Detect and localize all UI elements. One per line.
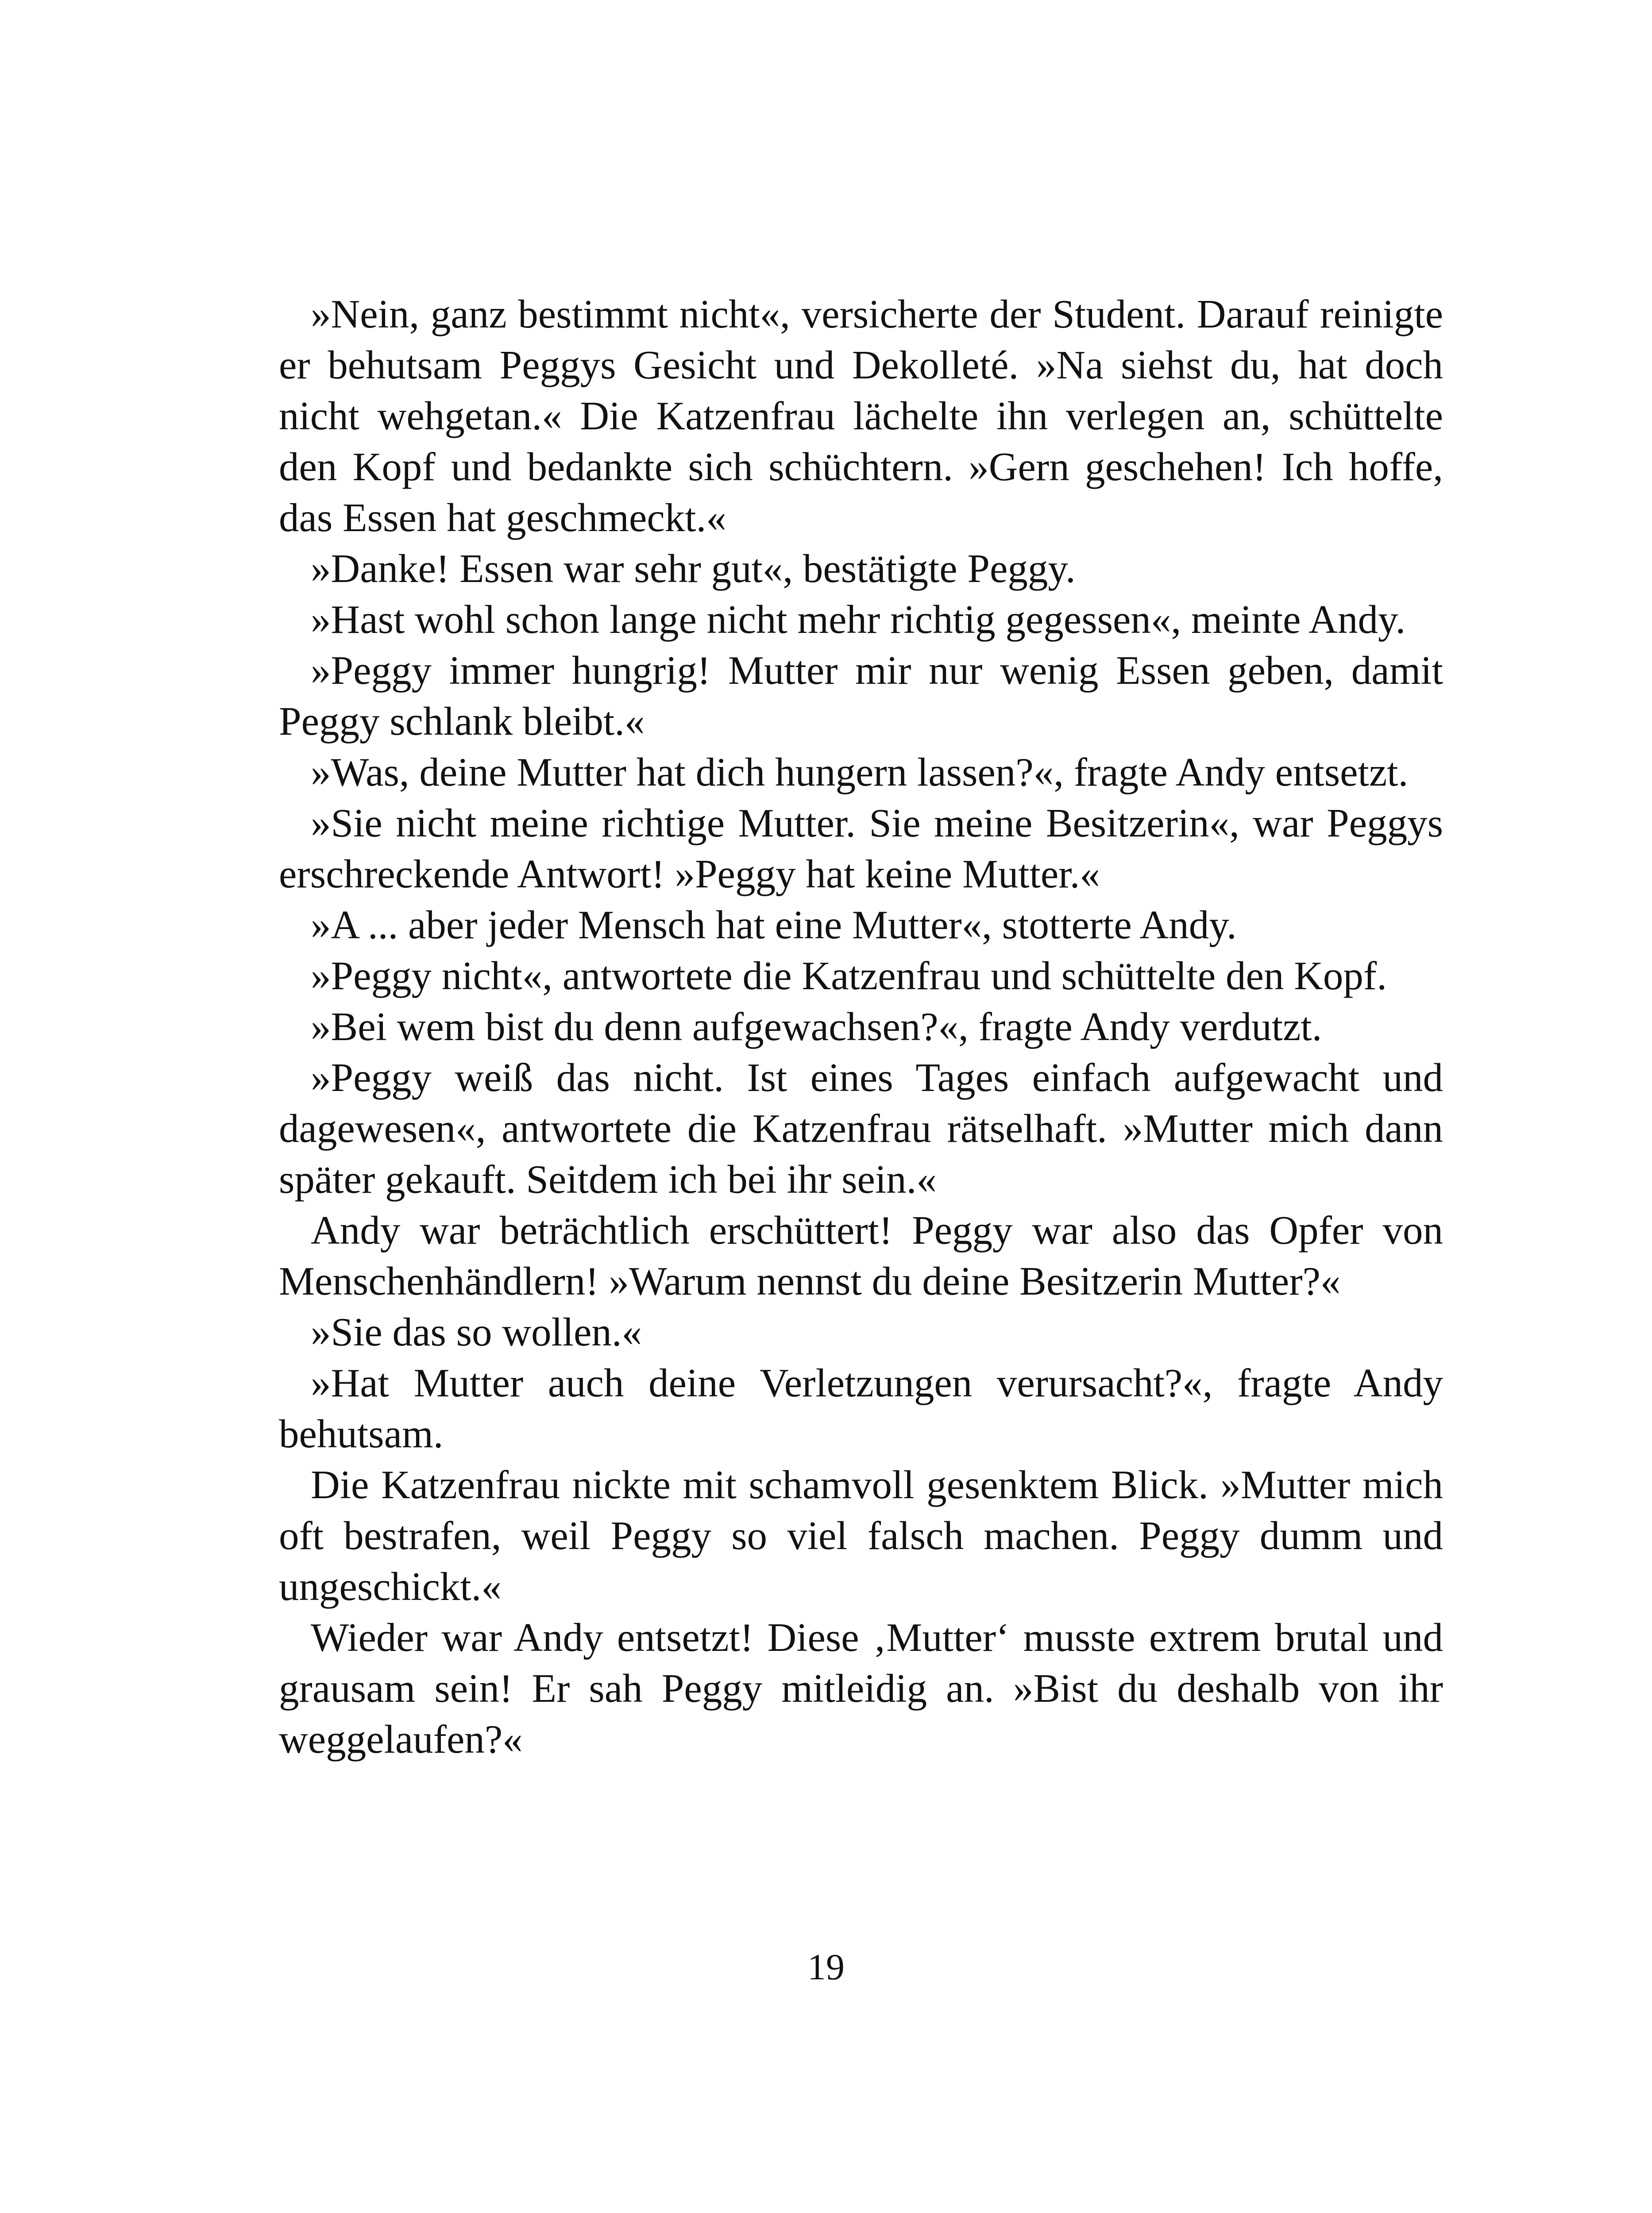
paragraph: »Sie nicht meine richtige Mutter. Sie meine Besitzerin«, war Peggys erschreckende Antwort! »Peggy hat keine Mutter.«	[279, 801, 1443, 896]
paragraph: Die Katzenfrau nickte mit schamvoll gesenktem Blick. »Mutter mich oft bestrafen, weil Peggy so viel falsch machen. Peggy dumm und ungeschickt.«	[279, 1462, 1443, 1609]
paragraph: »Sie das so wollen.«	[311, 1310, 642, 1354]
paragraph: »Was, deine Mutter hat dich hungern lassen?«, fragte Andy entsetzt.	[311, 750, 1409, 794]
paragraph: »Peggy nicht«, antwortete die Katzenfrau und schüttelte den Kopf.	[311, 953, 1387, 998]
paragraph: »Peggy weiß das nicht. Ist eines Tages einfach aufgewacht und dagewesen«, antwortete die Katzenfrau rätselhaft. »Mutter mich dann später gekauft. Seitdem ich bei ihr sein.«	[279, 1055, 1443, 1202]
paragraph: »Hast wohl schon lange nicht mehr richtig gegessen«, meinte Andy.	[311, 597, 1406, 642]
paragraph: »Bei wem bist du denn aufgewachsen?«, fragte Andy verdutzt.	[311, 1004, 1322, 1049]
paragraph: Andy war beträchtlich erschüttert! Peggy war also das Opfer von Menschenhändlern! »Warum nennst du deine Besitzerin Mutter?«	[279, 1208, 1443, 1303]
paragraph: »Nein, ganz bestimmt nicht«, versicherte der Student. Darauf reinigte er behutsam Peggys Gesicht und Dekolleté. »Na siehst du, hat doch nicht wehgetan.« Die Katzenfrau lächelte ihn verlegen an, schüttelte den Kopf und bedankte sich schüchtern. »Gern geschehen! Ich hoffe, das Essen hat geschmeckt.«	[279, 292, 1443, 540]
paragraph: »Peggy immer hungrig! Mutter mir nur wenig Essen geben, damit Peggy schlank bleibt.«	[279, 648, 1443, 744]
page-number: 19	[807, 1947, 845, 1988]
paragraph: Wieder war Andy entsetzt! Diese ‚Mutter‘ musste extrem brutal und grausam sein! Er sah Peggy mitleidig an. »Bist du deshalb von ihr weggelaufen?«	[279, 1615, 1443, 1762]
paragraph: »A ... aber jeder Mensch hat eine Mutter«, stotterte Andy.	[311, 902, 1237, 947]
body-text	[279, 289, 1443, 1765]
paragraph: »Danke! Essen war sehr gut«, bestätigte Peggy.	[311, 546, 1076, 591]
paragraph: »Hat Mutter auch deine Verletzungen verursacht?«, fragte Andy behutsam.	[279, 1361, 1443, 1456]
